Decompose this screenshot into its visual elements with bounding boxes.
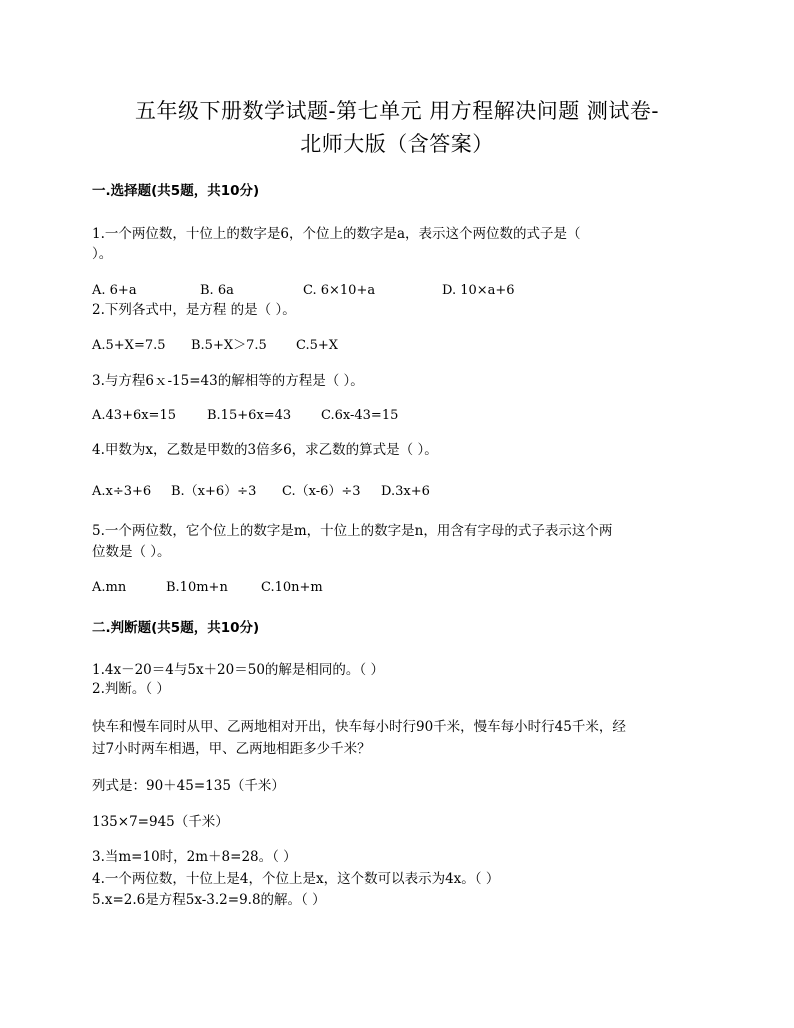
judgement-2-formula: 列式是：90＋45=135（千米） <box>92 778 285 794</box>
question-3-option-b: B.15+6x=43 <box>207 408 292 423</box>
question-2-option-a: A.5+X=7.5 <box>92 338 166 353</box>
section-heading-judgement: 二.判断题(共5题，共10分) <box>92 620 260 636</box>
question-5-text: 5.一个两位数，它个位上的数字是m，十位上的数字是n，用含有字母的式子表示这个两 <box>92 523 613 539</box>
question-2-option-b: B.5+X＞7.5 <box>191 338 267 353</box>
question-4-option-c: C.（x-6）÷3 <box>282 484 361 499</box>
judgement-2-problem-line-2: 过7小时两车相遇，甲、乙两地相距多少千米？ <box>92 741 371 757</box>
question-1-option-d: D. 10×a+6 <box>442 283 515 298</box>
question-5-text-cont: 位数是（ ）。 <box>92 544 171 560</box>
question-4-option-a: A.x÷3+6 <box>92 484 152 499</box>
question-1-option-c: C. 6×10+a <box>303 283 376 298</box>
question-4-text: 4.甲数为x，乙数是甲数的3倍多6，求乙数的算式是（ ）。 <box>92 442 438 458</box>
question-1-option-a: A. 6+a <box>92 283 137 298</box>
question-1-text: 1.一个两位数，十位上的数字是6，个位上的数字是a，表示这个两位数的式子是（ <box>92 226 581 242</box>
judgement-1-text: 1.4x－20＝4与5x＋20＝50的解是相同的。（ ） <box>92 662 384 678</box>
section-heading-choice: 一.选择题(共5题，共10分) <box>92 183 260 199</box>
question-5-option-b: B.10m+n <box>166 580 228 595</box>
judgement-5-text: 5.x=2.6是方程5x-3.2=9.8的解。（ ） <box>92 892 326 908</box>
question-4-option-d: D.3x+6 <box>381 484 430 499</box>
question-2-option-c: C.5+X <box>296 338 339 353</box>
question-3-text: 3.与方程6ｘ-15=43的解相等的方程是（ ）。 <box>92 373 364 389</box>
judgement-2-text: 2.判断。（ ） <box>92 681 170 697</box>
page-title-line-2: 北师大版（含答案） <box>300 132 494 156</box>
judgement-3-text: 3.当m=10时，2m＋8=28。（ ） <box>92 849 297 865</box>
question-5-option-a: A.mn <box>92 580 127 595</box>
question-4-option-b: B.（x+6）÷3 <box>171 484 257 499</box>
question-3-option-a: A.43+6x=15 <box>92 408 176 423</box>
question-2-text: 2.下列各式中，是方程 的是（ ）。 <box>92 302 296 318</box>
judgement-2-calculation: 135×7=945（千米） <box>92 814 229 830</box>
judgement-2-problem-line-1: 快车和慢车同时从甲、乙两地相对开出，快车每小时行90千米，慢车每小时行45千米，经 <box>92 719 626 735</box>
question-1-option-b: B. 6a <box>200 283 234 298</box>
judgement-4-text: 4.一个两位数，十位上是4，个位上是x，这个数可以表示为4x。（ ） <box>92 871 500 887</box>
page-title-line-1: 五年级下册数学试题-第七单元 用方程解决问题 测试卷- <box>134 99 660 123</box>
question-3-option-c: C.6x-43=15 <box>321 408 399 423</box>
question-5-option-c: C.10n+m <box>261 580 323 595</box>
question-1-text-cont: ）。 <box>92 246 113 262</box>
